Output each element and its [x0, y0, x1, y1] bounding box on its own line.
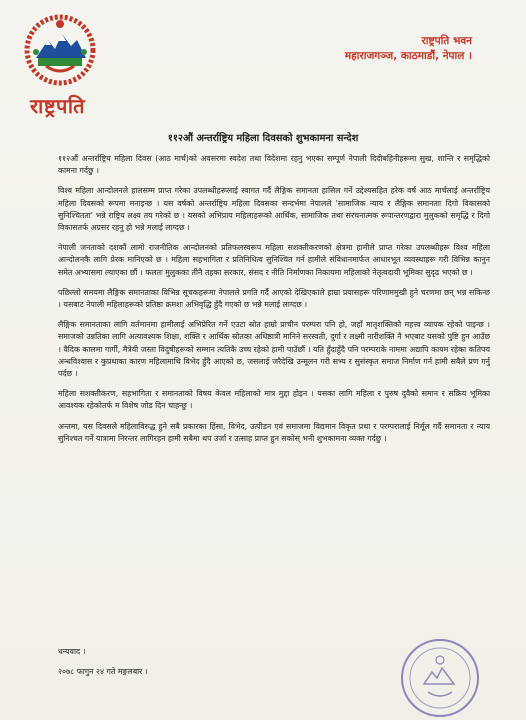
message-title: ११२औं अन्तर्राष्ट्रिय महिला दिवसको शुभकामना सन्देश — [167, 133, 359, 144]
message-date: २०७८ फागुन २४ गते मङ्गलबार । — [58, 667, 148, 676]
national-emblem-icon — [24, 14, 96, 86]
paragraph: लैङ्गिक समानताका लागि वर्तमानमा हामीलाई अभिप्रेरित गर्ने एउटा स्रोत हाम्रो प्राचीन परम्परा पनि हो, जहाँ मातृशक्तिको महत्त्व व्यापक रहेको पाइन्छ । समाजको उन्नतिका लागि अत्यावश्यक शिक्षा, शक्ति र आर्थिक स्रोतका अधिष्ठात्री मानिने सरस्वती, दुर्गा र लक्ष्मी नारीशक्ति नै भएबाट यसको पुष्टि हुन आउँछ । वैदिक कालमा गार्गी, मैत्रेयी जस्ता विदुषीहरूको सम्मान त्यतिकै उच्च रहेको हामी पाउँछौं । यति हुँदाहुँदै पनि परम्पराके नाममा अद्यापि कायम रहेका कतिपय अन्धविश्वास र कुप्रथाका कारण महिलामाथि विभेद हुँदै आएको छ, जसलाई जरैदेखि उन्मूलन गरी सभ्य र सुसंस्कृत समाज निर्माण गर्न हामी सबैले प्रण गर्नु पर्दछ । — [58, 320, 490, 379]
brand-word: राष्ट्रपति — [30, 94, 85, 118]
closing-thanks: धन्यवाद । — [58, 647, 86, 656]
office-seal-icon — [398, 636, 482, 720]
paragraph: ११२औं अन्तर्राष्ट्रिय महिला दिवस (आठ मार्च)को अवसरमा स्वदेश तथा विदेशमा रहनु भएका सम्पूर्ण नेपाली दिदीबहिनीहरूमा सुख, शान्ति र समृद्धिको कामना गर्दछु । — [58, 154, 490, 176]
paragraph: विश्व महिला आन्दोलनले हालसम्म प्राप्त गरेका उपलब्धीहरूलाई स्वागत गर्दै लैङ्गिक समानता हासिल गर्ने उद्देश्यसहित हरेक वर्ष आठ मार्चलाई अन्तर्राष्ट्रिय महिला दिवसको रूपमा मनाइन्छ । यस वर्षको अन्तर्राष्ट्रिय महिला दिवसका सन्दर्भमा नेपालले 'सामाजिक न्याय र लैङ्गिक समानताः दिगो विकासको सुनिश्चितता' भन्ने राष्ट्रिय लक्ष्य तय गरेको छ । यसको अभिप्राय महिलाहरूको आर्थिक, सामाजिक तथा संरचनात्मक रूपान्तरणद्वारा मुलुकको समृद्धि र दिगो विकासतर्फ अग्रसर रहनु हो भन्ने मलाई लाग्दछ । — [58, 186, 490, 233]
office-address — [345, 34, 472, 64]
paragraph: नेपाली जनताको दशकौं लामो राजनीतिक आन्दोलनको प्रतिफलस्वरूप महिला सशक्तीकरणको क्षेत्रमा हामीले प्राप्त गरेका उपलब्धीहरू विश्व महिला आन्दोलनकै लागि प्रेरक मानिएको छ । महिला सहभागिता र प्रतिनिधित्व सुनिश्चित गर्न हामीले संविधानमार्फत आधारभूत व्यवस्थाहरू गरी विभिन्न कानुन समेत अभ्यासमा ल्याएका छौं । फलतः मुलुकका तीनै तहका सरकार, संसद र नीति निर्माणका निकायमा महिलाको नेतृत्वदायी भूमिका सुदृढ भएको छ । — [58, 243, 490, 277]
office-name: राष्ट्रपति भवन — [421, 35, 472, 47]
paragraph: अन्तमा, यस दिवसले महिलाविरुद्ध हुने सबै प्रकारका हिंसा, विभेद, उत्पीडन एवं समाजमा विद्यमान विकृत प्रथा र परम्परालाई निर्मूल गर्दै समानता र न्याय सुनिश्चत गर्ने यात्रामा निरन्तर लागिरहन हामी सबैमा थप उर्जा र उत्साह प्राप्त हुन सकोस् भनी शुभकामना व्यक्त गर्दछु । — [58, 421, 490, 443]
paragraph: पछिल्लो समयमा लैङ्गिक समानताका विभिन्न सूचकहरूमा नेपालले प्रगति गर्दै आएको देखिएकाले हाम्रा प्रयासहरू परिणाममुखी हुने चरणमा छन् भन्न सकिन्छ । यसबाट नेपाली महिलाहरूको प्रतिष्ठा क्रमशः अभिवृद्धि हुँदै गएको छ भन्ने मलाई लाग्दछ । — [58, 287, 490, 310]
message-body — [58, 153, 490, 453]
paragraph: महिला सशक्तीकरण, सहभागिता र समानताको विषय केवल महिलाको मात्र मुद्दा होइन । यसका लागि महिला र पुरुष दुवैको समान र सक्रिय भूमिका आवश्यक रहेकोतर्फ म विशेष जोड दिन चाहन्छु । — [58, 389, 490, 411]
office-location: महाराजगञ्ज, काठमाडौं, नेपाल । — [344, 50, 472, 62]
